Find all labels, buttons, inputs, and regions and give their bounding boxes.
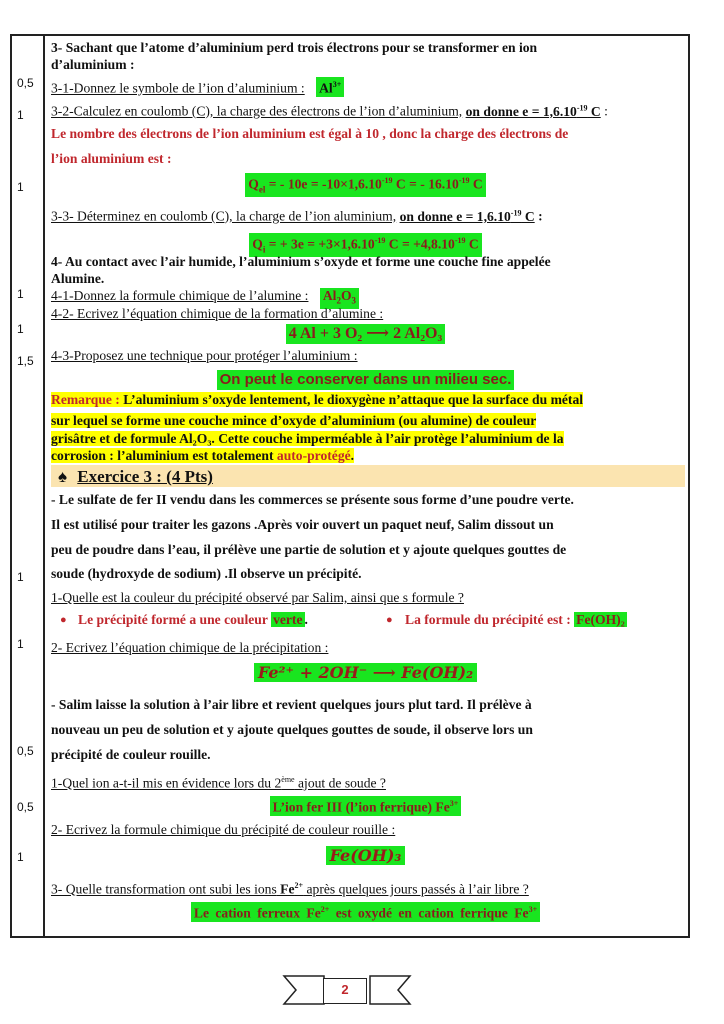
charge-subscript: i <box>262 244 266 255</box>
q3-2-answer-row <box>51 173 680 197</box>
remark-line <box>51 431 680 447</box>
q3-1-question <box>51 77 680 97</box>
charge-subscript: el <box>258 184 266 195</box>
ex3-intro: soude (hydroxyde de sodium) .Il observe un précipité. <box>51 566 362 581</box>
q3-1-text: 3-1-Donnez le symbole de l’ion d’aluminium : <box>51 80 305 96</box>
ex3-q1-text: 1-Quelle est la couleur du précipité observé par Salim, ainsi que s formule ? <box>51 590 464 605</box>
q4-1-text: 4-1-Donnez la formule chimique de l’alumine : <box>51 288 309 303</box>
q3-2-reasoning: Le nombre des électrons de l’ion aluminium est égal à 10 , donc la charge des électrons de <box>51 126 569 141</box>
points-value: 1 <box>17 570 24 584</box>
ex3-intro: Il est utilisé pour traiter les gazons .Après voir ouvert un paquet neuf, Salim dissout un <box>51 517 554 532</box>
ex3-a1-dot: . <box>304 612 308 627</box>
calc-part: = + 3e = +3×1,6.10 <box>265 236 375 252</box>
points-value: 1 <box>17 180 24 194</box>
given-e-value: on donne e = 1,6.10 <box>465 103 577 119</box>
points-value: 1 <box>17 850 24 864</box>
remark-line <box>51 392 680 408</box>
remark-line <box>51 448 680 464</box>
q3-3-question: 3-3- Déterminez en coulomb (C), la charge de l’ion aluminium, on donne $e = 1,6.10^{-19}$ C : <box>51 208 543 224</box>
ex3-a3b-sup: 2+ <box>320 905 330 914</box>
formula-index: 3 <box>351 295 357 306</box>
q4-2-answer-row <box>51 324 680 344</box>
q4-2-question: 4-2- Ecrivez l’équation chimique de la formation d’alumine : <box>51 306 384 321</box>
remark-highlight-red: auto-protégé <box>276 448 351 463</box>
ion-symbol: Al <box>319 80 333 96</box>
q3-intro: 3- Sachant que l’atome d’aluminium perd trois électrons pour se transformer en ion <box>51 40 538 55</box>
q3-2-reasoning: l’ion aluminium est : <box>51 151 172 166</box>
ex3-paragraph: nouveau un peu de solution et y ajoute quelques gouttes de soude, il observe lors un <box>51 722 533 737</box>
given-e-unit: C <box>587 103 601 119</box>
points-value: 1 <box>17 322 24 336</box>
q3-1-answer <box>316 77 344 97</box>
given-e <box>466 104 601 119</box>
ex3-a3b-text: Le cation ferreux Fe <box>193 905 321 921</box>
ex3-q3b-text: 3- Quelle transformation ont subi les ions <box>51 881 277 897</box>
q4-3-answer-row <box>51 370 680 390</box>
ex3-a2-row <box>51 662 680 684</box>
ex3-a3b-row <box>51 902 680 922</box>
ex3-q1b <box>51 772 680 792</box>
remark-label: Remarque : <box>51 392 120 407</box>
ex3-intro: - Le sulfate de fer II vendu dans les commerces se présente sous forme d’une poudre verte. <box>51 492 574 507</box>
remark-text: L’aluminium s’oxyde lentement, le dioxygène n’attaque que la surface du métal <box>119 392 584 407</box>
exercise-3-title-row <box>58 467 680 487</box>
points-value: 1 <box>17 108 24 122</box>
exponent: -19 <box>454 236 466 245</box>
exponent: -19 <box>374 236 386 245</box>
q4-intro: 4- Au contact avec l’air humide, l’aluminium s’oxyde et forme une couche fine appelée <box>51 254 551 269</box>
points-value: 0,5 <box>17 76 34 90</box>
ex3-q3b-text: après quelques jours passés à l’air libre ? <box>303 881 529 897</box>
q4-2-equation: 4 Al + 3 O₂ ⟶ 2 Al₂O₃ <box>286 324 446 344</box>
spade-icon: ♠ <box>58 467 68 486</box>
q3-3-text: 3-3- Déterminez en coulomb (C), la charge de l’ion aluminium, <box>51 208 397 224</box>
unit: C <box>469 176 483 192</box>
points-value: 0,5 <box>17 800 34 814</box>
given-e <box>400 209 535 224</box>
ion-charge: 3+ <box>332 80 342 89</box>
q4-3-answer: On peut le conserver dans un milieu sec. <box>217 370 515 390</box>
given-e-unit: C <box>521 208 535 224</box>
ex3-a1b-formula: Fe(OH)₂ <box>576 612 625 627</box>
points-value: 1 <box>17 637 24 651</box>
remark-line <box>51 413 680 429</box>
calc-part: C = +4,8.10 <box>385 236 455 252</box>
q4-3-question: 4-3-Proposez une technique pour protéger l’aluminium : <box>51 348 358 363</box>
calc-part: C = - 16.10 <box>392 176 459 192</box>
ex3-a1b-answer-sup: 3+ <box>449 799 459 808</box>
ex3-intro: peu de poudre dans l’eau, il prélève une partie de solution et y ajoute quelques gouttes de <box>51 542 567 557</box>
ex3-q2: 2- Ecrivez l’équation chimique de la précipitation : <box>51 640 329 655</box>
ex3-q3b-ion: Fe <box>276 881 295 897</box>
ex3-a3b-answer <box>191 902 540 922</box>
bullet-icon: ● <box>386 614 393 626</box>
ex3-q1b-sup: ème <box>281 775 295 784</box>
exponent: -19 <box>458 176 470 185</box>
given-e-exponent: -19 <box>576 103 588 112</box>
ex3-q3b-sup: 2+ <box>294 881 304 890</box>
exponent: -19 <box>381 176 393 185</box>
bullet-icon: ● <box>60 614 67 626</box>
calc-part: = - 10e = -10×1,6.10 <box>265 176 382 192</box>
q4-intro: Alumine. <box>51 271 105 286</box>
q3-intro: d’aluminium : <box>51 57 135 72</box>
ex3-a1b-row <box>405 612 680 628</box>
formula-part: O <box>340 288 352 303</box>
ex3-q1b-text: 1-Quel ion a-t-il mis en évidence lors du 2 <box>51 775 282 791</box>
ex3-a1b-answer-row <box>51 796 680 816</box>
points-value: 1 <box>17 287 24 301</box>
points-column-divider <box>43 34 45 938</box>
ex3-a1b-text: La formule du précipité est : <box>405 612 571 627</box>
ex3-paragraph: - Salim laisse la solution à l’air libre et revient quelques jours plut tard. Il prélève à <box>51 697 532 712</box>
remark-text: sur lequel se forme une couche mince d’oxyde d’aluminium (ou alumine) de couleur <box>51 413 537 428</box>
ex3-a2-equation: Fe²⁺ + 2OH⁻ ⟶ Fe(OH)₂ <box>254 663 477 682</box>
given-e-value: on donne e = 1,6.10 <box>399 208 511 224</box>
page-number: 2 <box>341 982 349 997</box>
charge-symbol: Q <box>248 176 259 192</box>
points-value: 1,5 <box>17 354 34 368</box>
ex3-a2b-formula: Fe(OH)₃ <box>326 846 406 865</box>
ex3-q3b <box>51 878 680 898</box>
q3-2-answer <box>245 173 485 197</box>
exercise-3-title: Exercice 3 : (4 Pts) <box>77 467 213 486</box>
remark-text: grisâtre et de formule Al₂O₃. Cette couche imperméable à l’air protège l’aluminium de la <box>51 431 564 446</box>
ex3-paragraph: précipité de couleur rouille. <box>51 747 211 762</box>
formula-part: Al <box>322 288 337 303</box>
ex3-a1-text: Le précipité formé a une couleur <box>78 612 268 627</box>
formula-index: 2 <box>336 295 341 306</box>
ex3-q2b: 2- Ecrivez la formule chimique du précipité de couleur rouille : <box>51 822 396 837</box>
points-value: 0,5 <box>17 744 34 758</box>
ex3-a1b-answer <box>270 796 462 816</box>
ex3-a3b-sup: 3+ <box>528 905 538 914</box>
ex3-q1b-text: ajout de soude ? <box>294 775 386 791</box>
ex3-a3b-text: est oxydé en cation ferrique Fe <box>329 905 529 921</box>
q3-2-text: 3-2-Calculez en coulomb (C), la charge des électrons de l’ion d’aluminium, <box>51 103 463 119</box>
charge-symbol: Q <box>252 236 263 252</box>
ex3-a2b-row <box>51 845 680 867</box>
q3-2-question: 3-2-Calculez en coulomb (C), la charge des électrons de l’ion d’aluminium, on donne $e = 1,6.10^{-19}$ C : <box>51 103 608 119</box>
ex3-a1b-answer-text: L’ion fer III (l’ion ferrique) Fe <box>272 799 450 815</box>
ex3-a1-color: verte <box>273 612 303 627</box>
given-e-exponent: -19 <box>510 208 522 217</box>
ex3-q1 <box>51 590 680 606</box>
unit: C <box>465 236 479 252</box>
remark-text: . <box>350 448 355 463</box>
remark-text: corrosion : l’aluminium est totalement <box>51 448 277 463</box>
